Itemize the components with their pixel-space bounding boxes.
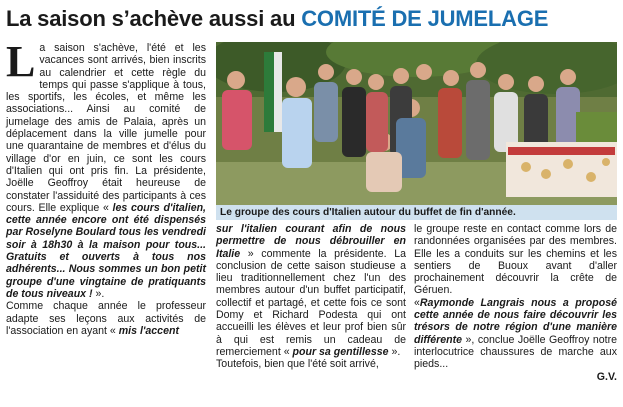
paragraph-2 [6, 300, 206, 337]
headline [6, 4, 617, 34]
col2-text-2: Toutefois, bien que l'été soit arrivé, [216, 358, 379, 371]
col1-quote-end: ». [92, 287, 105, 300]
col2-quote-2: pour sa gentillesse [289, 345, 389, 358]
col1-text: a saison s'achève, l'été et les vacances sont arrivés, bien inscrits au calendrier et cette règle du temps qui passe s'applique à tous, les sportifs, les écoles, et même les associations... Ainsi au comité de jumelage des amis de Palaia, après un déplacement dans la ville jumelle pour une quarantaine de membres et d'élus du village d'or en juin, ce sont les cours d'Italien qui ont pris fin. La présidente, Joëlle Geoffroy était heureuse de constater l'assiduité des participants à ces cours. Elle explique « [6, 42, 206, 214]
photo-caption: Le groupe des cours d'Italien autour du buffet de fin d'année. [216, 205, 617, 220]
signature: G.V. [596, 370, 617, 383]
col2-quote: sur l'italien courant afin de nous permettre de nous débrouiller en Italie [216, 223, 406, 260]
paragraph-6 [414, 297, 617, 371]
col1-quote: les cours d'italien, cette année encore ont été dispensés par Roselyne Boulard tous les vendredi soir à 18h30 à la maison pour tous... Gratuits et ouverts à tous nos adhérents... Nous sommes un bon petit groupe d'une vingtaine de pratiquants de tous niveaux ! [6, 201, 206, 300]
col3-quote-open: « [414, 296, 420, 309]
paragraph-1 [6, 37, 206, 300]
col3-text-2: », conclue Joëlle Geoffroy notre interlocutrice chaussures de marche aux pieds... [414, 333, 617, 371]
paragraph-4 [216, 358, 406, 370]
col1-text-2: Comme chaque année le professeur adapte ses leçons aux activités de l'association en ayant « [6, 300, 206, 337]
paragraph-5 [414, 223, 617, 297]
group-photo-illustration [216, 42, 617, 205]
drop-cap: L [6, 37, 36, 86]
headline-lead: La saison s’achève aussi au [6, 6, 296, 31]
article-column-1 [6, 37, 206, 404]
paragraph-3 [216, 223, 406, 358]
col1-text-2-em: mis l'accent [115, 324, 179, 337]
col3-text: le groupe reste en contact comme lors de randonnées organisées par des membres. Elle les a conduits sur les chemins et les sentiers de Buoux avant d'aller prochainement découvrir la crête de Géruen. [414, 223, 617, 297]
article-column-3 [414, 223, 617, 405]
col2-text-end: ». [388, 345, 401, 358]
headline-accent: COMITÉ DE JUMELAGE [301, 6, 549, 31]
col2-text: » commente la présidente. La conclusion de cette saison studieuse a lieu traditionnellement chez l'un des membres autour d'un buffet participatif, collectif et partagé, et cette fois ce sont Domy et Richard Podesta qui ont accueilli les élèves et leur prof bien sûr à qui est remis un cadeau de remerciement « [216, 247, 406, 358]
col3-quote: Raymonde Langrais nous a proposé cette année de nous faire découvrir les trésors de notre région d'une manière différente [414, 296, 617, 346]
article-column-2 [216, 223, 406, 405]
group-photo [216, 42, 617, 205]
